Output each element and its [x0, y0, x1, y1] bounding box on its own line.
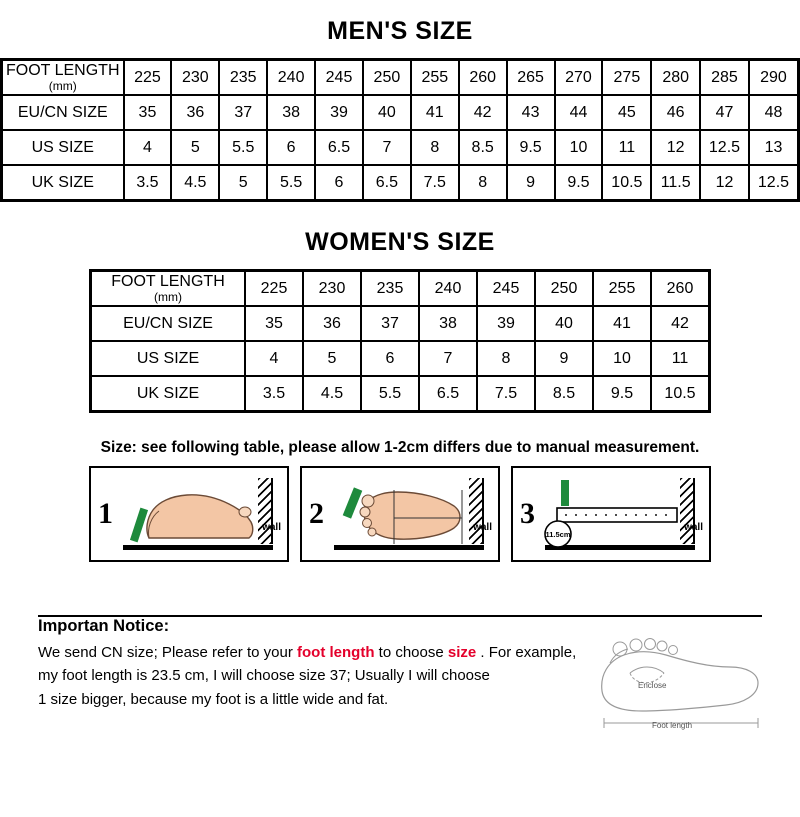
cell: 36 — [171, 95, 219, 130]
cell: 5 — [171, 130, 219, 165]
ruler-value: 11.5cm — [545, 530, 571, 539]
cell: 10.5 — [602, 165, 651, 201]
cell: 4.5 — [171, 165, 219, 201]
table-row — [91, 376, 710, 412]
cell: 4 — [124, 130, 172, 165]
cell: 38 — [419, 306, 477, 341]
highlight-foot-length: foot length — [297, 644, 375, 661]
table-row — [91, 306, 710, 341]
cell: 10 — [593, 341, 651, 376]
ruler-icon — [513, 468, 709, 560]
womens-size-table — [89, 269, 711, 413]
foot-measure-diagram — [590, 625, 770, 735]
cell: 12.5 — [700, 130, 749, 165]
cell: 6 — [267, 130, 315, 165]
cell: 47 — [700, 95, 749, 130]
cell: 225 — [245, 271, 303, 307]
green-marker — [561, 480, 569, 506]
cell: 40 — [363, 95, 411, 130]
cell: 280 — [651, 60, 700, 96]
cell: 35 — [124, 95, 172, 130]
step-3 — [511, 466, 711, 562]
cell: 265 — [507, 60, 555, 96]
row-header-foot-length — [91, 271, 246, 307]
measurement-note: Size: see following table, please allow 1-2cm differs due to manual measurement. — [100, 439, 700, 456]
cell: 9.5 — [593, 376, 651, 412]
cell: 225 — [124, 60, 172, 96]
wall-label: wall — [473, 522, 492, 533]
cell: 36 — [303, 306, 361, 341]
notice-text-c: . For example, — [476, 644, 577, 661]
cell: 290 — [749, 60, 799, 96]
foot-side-view-icon — [91, 468, 287, 560]
notice-text-b: to choose — [374, 644, 448, 661]
cell: 8.5 — [535, 376, 593, 412]
notice-line-3: 1 size bigger, because my foot is a little wide and fat. — [38, 690, 389, 708]
mens-size-title: MEN'S SIZE — [327, 17, 473, 45]
cell: 270 — [555, 60, 603, 96]
measurement-steps — [0, 466, 800, 562]
cell: 230 — [171, 60, 219, 96]
cell: 260 — [459, 60, 507, 96]
cell: 8 — [459, 165, 507, 201]
cell: 9.5 — [555, 165, 603, 201]
cell: 5 — [219, 165, 267, 201]
cell: 7.5 — [477, 376, 535, 412]
cell: 260 — [651, 271, 710, 307]
womens-size-title: WOMEN'S SIZE — [305, 228, 495, 256]
cell: 8 — [411, 130, 459, 165]
cell: 240 — [419, 271, 477, 307]
cell: 235 — [361, 271, 419, 307]
table-row — [91, 271, 710, 307]
label-enclose: Enclose — [638, 681, 667, 690]
cell: 7 — [363, 130, 411, 165]
cell: 44 — [555, 95, 603, 130]
row-header-us: US SIZE — [2, 130, 124, 165]
cell: 245 — [477, 271, 535, 307]
row-header-foot-length — [2, 60, 124, 96]
cell: 6.5 — [363, 165, 411, 201]
cell: 12 — [700, 165, 749, 201]
cell: 41 — [593, 306, 651, 341]
cell: 35 — [245, 306, 303, 341]
cell: 3.5 — [245, 376, 303, 412]
highlight-size: size — [447, 644, 477, 661]
row-header-eu-cn: EU/CN SIZE — [91, 306, 246, 341]
cell: 5 — [303, 341, 361, 376]
label-foot-length: Foot length — [652, 721, 693, 730]
cell: 45 — [602, 95, 651, 130]
cell: 8 — [477, 341, 535, 376]
cell: 285 — [700, 60, 749, 96]
row-header-foot-length-text: FOOT LENGTH — [6, 61, 120, 79]
cell: 11 — [602, 130, 651, 165]
foot-outline-icon — [590, 625, 770, 735]
row-header-eu-cn: EU/CN SIZE — [2, 95, 124, 130]
cell: 41 — [411, 95, 459, 130]
cell: 8.5 — [459, 130, 507, 165]
mens-size-table — [0, 58, 800, 202]
cell: 5.5 — [361, 376, 419, 412]
cell: 5.5 — [219, 130, 267, 165]
table-row — [2, 165, 799, 201]
cell: 42 — [651, 306, 710, 341]
cell: 6 — [361, 341, 419, 376]
cell: 6.5 — [419, 376, 477, 412]
cell: 9 — [535, 341, 593, 376]
cell: 250 — [535, 271, 593, 307]
table-row — [2, 60, 799, 96]
cell: 7 — [419, 341, 477, 376]
cell: 46 — [651, 95, 700, 130]
cell: 4 — [245, 341, 303, 376]
cell: 3.5 — [124, 165, 172, 201]
table-row — [91, 341, 710, 376]
cell: 39 — [477, 306, 535, 341]
cell: 12.5 — [749, 165, 799, 201]
notice-text-a: We send CN size; Please refer to your — [38, 644, 297, 661]
row-header-uk: UK SIZE — [91, 376, 246, 412]
cell: 245 — [315, 60, 363, 96]
step-number: 3 — [520, 497, 535, 530]
cell: 37 — [219, 95, 267, 130]
step-number: 2 — [309, 497, 324, 530]
cell: 40 — [535, 306, 593, 341]
cell: 230 — [303, 271, 361, 307]
notice-line-2: my foot length is 23.5 cm, I will choose size 37; Usually I will choose — [38, 667, 490, 685]
cell: 39 — [315, 95, 363, 130]
cell: 11 — [651, 341, 710, 376]
cell: 235 — [219, 60, 267, 96]
cell: 43 — [507, 95, 555, 130]
row-header-foot-length-text: FOOT LENGTH — [111, 272, 225, 290]
cell: 10 — [555, 130, 603, 165]
cell: 38 — [267, 95, 315, 130]
row-header-uk: UK SIZE — [2, 165, 124, 201]
wall-label: wall — [684, 522, 703, 533]
cell: 9.5 — [507, 130, 555, 165]
cell: 275 — [602, 60, 651, 96]
cell: 42 — [459, 95, 507, 130]
cell: 255 — [411, 60, 459, 96]
cell: 255 — [593, 271, 651, 307]
row-header-foot-length-unit: (mm) — [48, 78, 77, 93]
cell: 13 — [749, 130, 799, 165]
table-row — [2, 95, 799, 130]
cell: 11.5 — [651, 165, 700, 201]
notice-title: Importan Notice: — [38, 617, 170, 635]
step-2 — [300, 466, 500, 562]
foot-top-view-icon — [302, 468, 498, 560]
row-header-foot-length-unit: (mm) — [154, 289, 182, 304]
row-header-us: US SIZE — [91, 341, 246, 376]
step-number: 1 — [98, 497, 113, 530]
cell: 37 — [361, 306, 419, 341]
cell: 48 — [749, 95, 799, 130]
size-chart-page — [0, 17, 800, 817]
cell: 4.5 — [303, 376, 361, 412]
cell: 6.5 — [315, 130, 363, 165]
cell: 12 — [651, 130, 700, 165]
step-1 — [89, 466, 289, 562]
cell: 7.5 — [411, 165, 459, 201]
wall-label: wall — [262, 522, 281, 533]
cell: 9 — [507, 165, 555, 201]
cell: 250 — [363, 60, 411, 96]
table-row — [2, 130, 799, 165]
cell: 5.5 — [267, 165, 315, 201]
cell: 10.5 — [651, 376, 710, 412]
cell: 240 — [267, 60, 315, 96]
cell: 6 — [315, 165, 363, 201]
